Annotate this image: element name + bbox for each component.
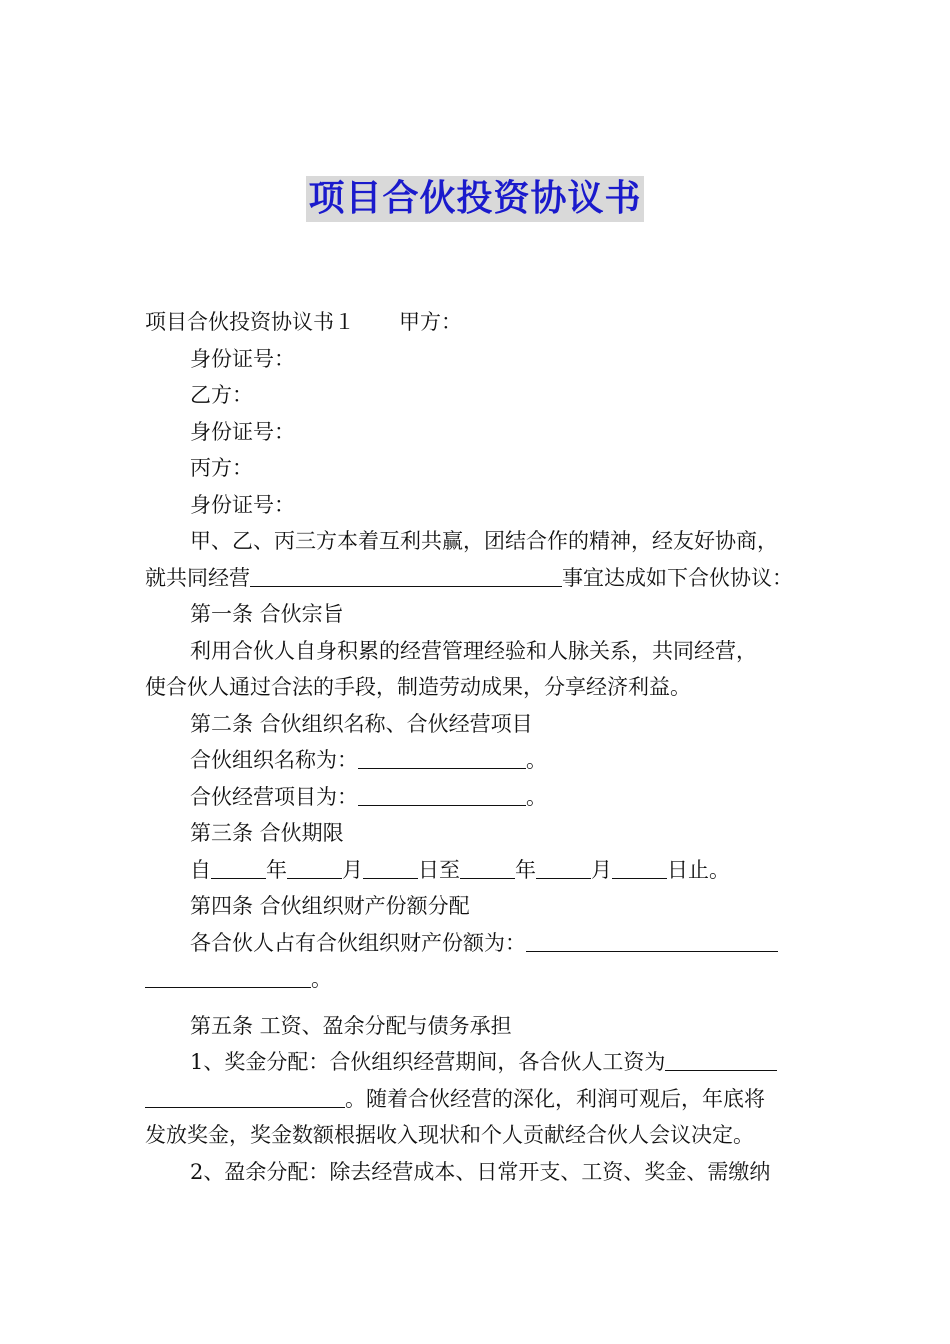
month-label: 月 [342, 857, 363, 882]
day-to-label: 日至 [418, 857, 460, 882]
start-year-blank [211, 857, 266, 879]
year-label: 年 [266, 857, 287, 882]
bonus-text-b: 。随着合伙经营的深化，利润可观后，年底将 [345, 1086, 765, 1111]
period-mark: 。 [311, 967, 332, 991]
bonus-text-a: 1、奖金分配：合伙组织经营期间，各合伙人工资为 [190, 1050, 666, 1074]
bonus-line-1 [145, 1044, 810, 1081]
intro-line-2 [145, 560, 810, 597]
end-day-blank [612, 857, 667, 879]
property-share-line [145, 925, 810, 962]
article-3-title: 第三条 合伙期限 [190, 821, 344, 845]
org-name-blank [358, 747, 526, 769]
end-month-blank [536, 857, 591, 879]
term-from: 自 [190, 857, 211, 882]
salary-blank-2 [145, 1086, 345, 1108]
period-mark: 。 [526, 748, 547, 772]
term-line [145, 852, 810, 889]
article-4-title: 第四条 合伙组织财产份额分配 [190, 894, 470, 918]
id-number-b: 身份证号： [190, 419, 295, 444]
party-a-label: 甲方： [399, 310, 462, 334]
document-body [145, 304, 810, 1190]
property-share-blank-2 [145, 966, 311, 988]
article-5-title: 第五条 工资、盈余分配与债务承担 [190, 1013, 512, 1038]
party-c-label: 丙方： [190, 456, 253, 480]
id-number-c: 身份证号： [190, 492, 295, 517]
party-b-label: 乙方： [190, 383, 253, 407]
document-title: 项目合伙投资协议书 [306, 176, 643, 222]
business-blank [250, 565, 562, 587]
agreement-name: 项目合伙投资协议书１ [145, 310, 355, 334]
business-item-blank [358, 784, 526, 806]
month-label: 月 [591, 857, 612, 882]
property-share-label: 各合伙人占有合伙组织财产份额为： [190, 930, 526, 955]
article-2-title: 第二条 合伙组织名称、合伙经营项目 [190, 711, 533, 736]
article-1-line-1: 利用合伙人自身积累的经营管理经验和人脉关系，共同经营， [190, 638, 757, 663]
heading-line [145, 304, 810, 341]
property-share-line-2 [145, 961, 810, 998]
term-end: 日止。 [667, 857, 730, 882]
start-day-blank [363, 857, 418, 879]
business-item-line [145, 779, 810, 816]
intro-line-1: 甲、乙、丙三方本着互利共赢，团结合作的精神，经友好协商， [190, 529, 778, 553]
end-year-blank [460, 857, 515, 879]
year-label: 年 [515, 857, 536, 882]
intro-text-a: 就共同经营 [145, 565, 250, 590]
period-mark: 。 [526, 784, 547, 809]
article-1-line-2: 使合伙人通过合法的手段，制造劳动成果，分享经济利益。 [145, 675, 691, 699]
business-item-label: 合伙经营项目为： [190, 784, 358, 809]
bonus-line-2 [145, 1081, 810, 1118]
intro-text-b: 事宜达成如下合伙协议： [562, 565, 793, 590]
surplus-line-1: 2、盈余分配：除去经营成本、日常开支、工资、奖金、需缴纳 [190, 1159, 771, 1184]
property-share-blank [526, 930, 778, 952]
org-name-line [145, 742, 810, 779]
salary-blank [665, 1049, 777, 1071]
bonus-line-3: 发放奖金，奖金数额根据收入现状和个人贡献经合伙人会议决定。 [145, 1123, 754, 1147]
org-name-label: 合伙组织名称为： [190, 748, 358, 772]
id-number-a: 身份证号： [190, 346, 295, 371]
start-month-blank [287, 857, 342, 879]
title-container [0, 176, 950, 222]
article-1-title: 第一条 合伙宗旨 [190, 602, 344, 626]
